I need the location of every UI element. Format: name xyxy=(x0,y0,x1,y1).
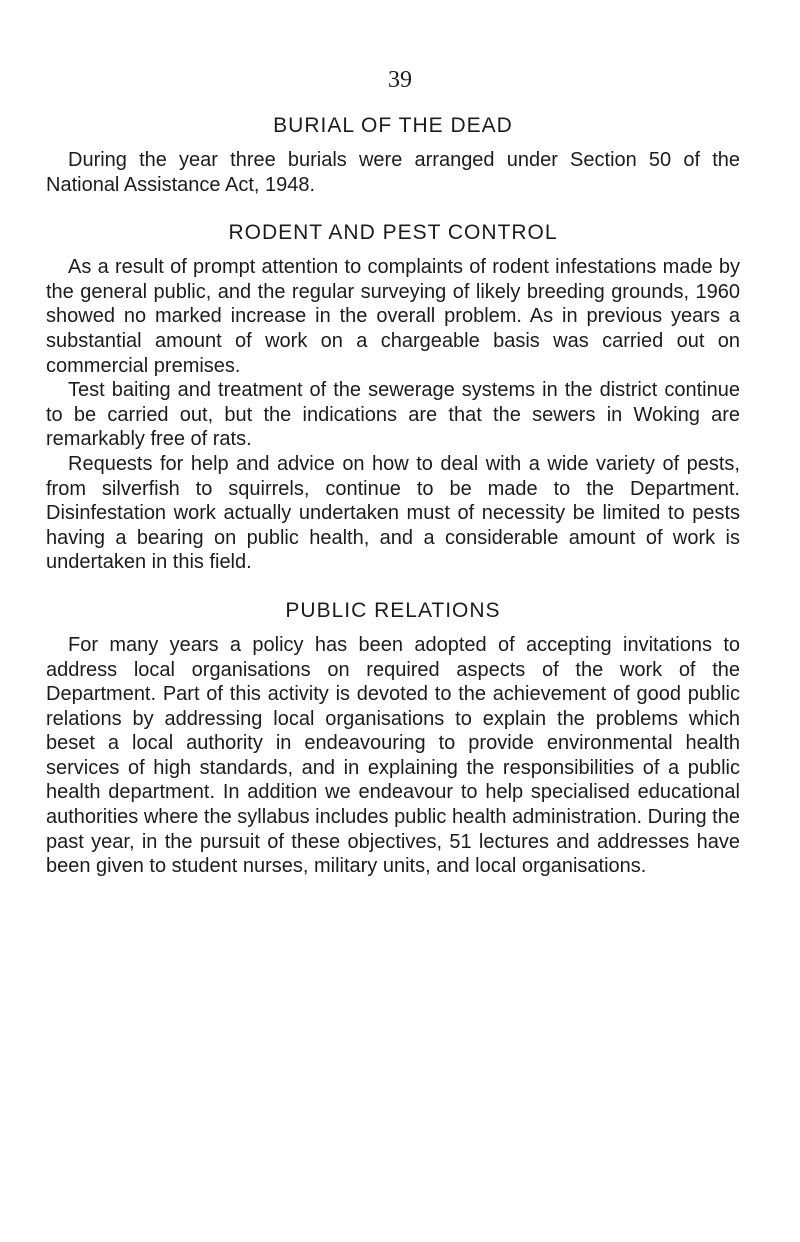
paragraph: As a result of prompt attention to complaints of rodent infestations made by the general public, and the regular surveying of likely breeding grounds, 1960 showed no marked increase in the overall problem. As in previous years a substantial amount of work on a chargeable basis was carried out on commercial premises. xyxy=(46,256,740,377)
paragraph: During the year three burials were arranged under Section 50 of the National Assistance Act, 1948. xyxy=(46,149,740,196)
section-public-relations xyxy=(46,597,740,879)
section-rodent-and-pest-control xyxy=(46,219,740,575)
section-heading: PUBLIC RELATIONS xyxy=(285,598,501,622)
paragraph: Test baiting and treatment of the sewerage systems in the district continue to be carried out, but the indications are that the sewers in Woking are remarkably free of rats. xyxy=(46,379,740,451)
paragraph: Requests for help and advice on how to deal with a wide variety of pests, from silverfish to squirrels, continue to be made to the Department. Disinfestation work actually undertaken must of necessity be limited to pests having a bearing on public health, and a considerable amount of work is undertaken in this field. xyxy=(46,452,740,574)
section-heading: BURIAL OF THE DEAD xyxy=(273,114,513,137)
paragraph: For many years a policy has been adopted of accepting invitations to address local organisations on required aspects of the work of the Department. Part of this activity is devoted to the achievement of good public relations by addressing local organisations to explain the problems which beset a local authority in endeavouring to provide environmental health services of high standards, and in explaining the responsibilities of a public health department. In addition we endeavour to help specialised educational authorities where the syllabus includes public health administration. During the past year, in the pursuit of these objectives, 51 lectures and addresses have been given to student nurses, military units, and local organisations. xyxy=(46,633,740,878)
section-heading: RODENT AND PEST CONTROL xyxy=(228,221,558,245)
page-number: 39 xyxy=(388,67,412,93)
section-burial-of-the-dead xyxy=(46,112,740,197)
page-content xyxy=(46,112,740,879)
